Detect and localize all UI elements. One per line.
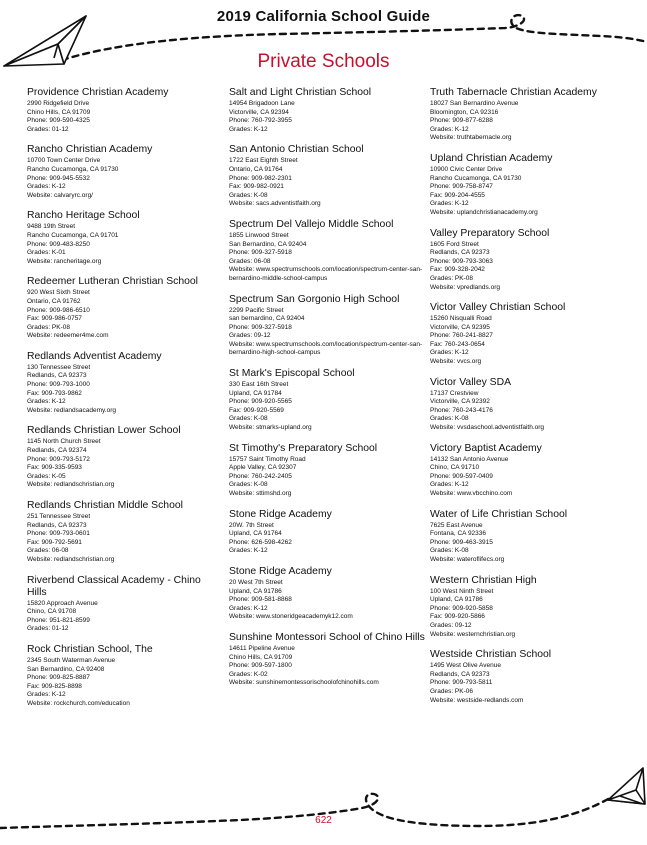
- school-entry: [27, 351, 223, 416]
- school-detail: Website: www.vbcchino.com: [430, 490, 513, 497]
- school-name: Sunshine Montessori School of Chino Hills: [229, 631, 425, 643]
- school-detail: 14611 Pipeline Avenue: [229, 644, 295, 652]
- paper-plane-icon: [608, 768, 645, 804]
- school-entry: [27, 144, 223, 200]
- school-detail: Website: sttimshd.org: [229, 490, 292, 497]
- school-detail: Ontario, CA 91762: [27, 297, 81, 305]
- school-detail: Website: vvsdaschool.adventistfaith.org: [430, 424, 545, 432]
- school-detail: Website: westernchristian.org: [430, 630, 516, 638]
- school-name: Redlands Christian Middle School: [27, 500, 183, 511]
- school-entry: [27, 500, 223, 565]
- school-entry: [229, 632, 425, 688]
- school-entry: [229, 443, 425, 499]
- school-detail: 2299 Pacific Street: [229, 306, 284, 314]
- school-detail: Website: stmarks-upland.org: [229, 424, 312, 432]
- school-detail: Phone: 909-758-8747: [430, 183, 493, 191]
- school-entry: [430, 649, 626, 705]
- school-detail: Phone: 909-483-8250: [27, 240, 90, 248]
- school-detail: Chino, CA 91708: [27, 608, 77, 616]
- school-name: Rancho Christian Academy: [27, 144, 153, 156]
- section-title: Private Schools: [257, 51, 390, 72]
- school-detail: Fax: 760-243-0654: [430, 340, 485, 348]
- school-detail: Website: www.spectrumschools.com/location/spectrum-center-san-bernardino-middle-school-campus: [229, 266, 423, 282]
- school-name: Stone Ridge Academy: [229, 565, 332, 577]
- school-detail: 9488 19th Street: [27, 223, 76, 231]
- school-detail: Redlands, CA 92373: [27, 521, 87, 529]
- school-detail: 920 West Sixth Street: [27, 289, 90, 297]
- school-detail: Grades: K-12: [430, 349, 469, 357]
- school-detail: Website: westside-redlands.com: [430, 696, 524, 704]
- school-detail: 10900 Civic Center Drive: [430, 165, 503, 173]
- school-detail: Grades: 09-12: [229, 332, 271, 340]
- school-detail: Grades: K-05: [27, 472, 66, 480]
- school-entry: [229, 219, 425, 284]
- school-name: Redlands Christian Lower School: [27, 425, 181, 437]
- school-entry: [430, 153, 626, 218]
- school-entry: [27, 276, 223, 341]
- school-detail: Chino, CA 91710: [430, 464, 480, 472]
- school-entry: [27, 575, 223, 634]
- school-detail: Grades: 01-12: [27, 125, 69, 133]
- school-name: Spectrum San Gorgonio High School: [229, 293, 400, 305]
- school-detail: Phone: 909-327-5918: [229, 249, 292, 257]
- school-name: Stone Ridge Academy: [229, 508, 332, 520]
- school-name: Rock Christian School, The: [27, 643, 153, 655]
- school-entry: [430, 302, 626, 367]
- school-detail: Grades: K-12: [27, 398, 66, 406]
- school-column-1: [27, 87, 223, 719]
- school-detail: Phone: 760-792-3955: [229, 117, 292, 125]
- school-name: Water of Life Christian School: [430, 508, 568, 520]
- school-detail: Grades: PK-06: [430, 687, 473, 695]
- school-detail: Fax: 909-204-4555: [430, 191, 485, 199]
- school-detail: Bloomington, CA 92316: [430, 108, 499, 116]
- school-detail: Grades: K-01: [27, 249, 66, 257]
- school-detail: Grades: K-08: [229, 191, 268, 199]
- school-detail: Grades: PK-08: [430, 274, 473, 282]
- school-detail: 1605 Ford Street: [430, 240, 479, 248]
- school-name: Westside Christian School: [430, 649, 552, 661]
- school-detail: San Bernardino, CA 92408: [27, 665, 105, 673]
- school-name: Rancho Heritage School: [27, 210, 140, 222]
- school-detail: Grades: K-08: [229, 415, 268, 423]
- school-detail: Phone: 909-986-6510: [27, 306, 90, 314]
- school-detail: 1855 Linwood Street: [229, 231, 289, 239]
- school-name: Redlands Adventist Academy: [27, 350, 162, 362]
- school-detail: Grades: K-12: [229, 604, 268, 612]
- school-detail: Website: sunshinemontessorischoolofchinohills.com: [229, 679, 379, 687]
- school-detail: 2345 South Waterman Avenue: [27, 656, 116, 664]
- school-name: St Timothy's Preparatory School: [229, 442, 378, 454]
- school-detail: 15820 Approach Avenue: [27, 599, 98, 607]
- school-entry: [229, 566, 425, 622]
- school-detail: Upland, CA 91764: [229, 530, 282, 538]
- school-detail: Phone: 909-920-5565: [229, 398, 292, 406]
- school-detail: Phone: 760-241-8827: [430, 332, 493, 340]
- school-detail: Grades: K-12: [27, 183, 66, 191]
- school-entry: [430, 443, 626, 499]
- school-detail: Phone: 909-793-1000: [27, 381, 90, 389]
- school-entry: [430, 377, 626, 433]
- school-detail: Fax: 909-825-8898: [27, 682, 82, 690]
- school-detail: 10700 Town Center Drive: [27, 157, 101, 165]
- school-detail: Website: redlandschristian.org: [27, 481, 115, 489]
- school-detail: Website: www.spectrumschools.com/location/spectrum-center-san-bernardino-high-school-campus: [229, 340, 423, 357]
- school-entry: [430, 575, 626, 640]
- school-detail: Redlands, CA 92374: [27, 447, 87, 455]
- school-detail: San Bernardino, CA 92404: [229, 240, 307, 248]
- school-name: St Mark's Episcopal School: [229, 368, 355, 380]
- school-detail: Phone: 909-920-5858: [430, 604, 493, 612]
- school-detail: Fax: 909-920-5569: [229, 406, 284, 414]
- school-detail: Grades: K-12: [229, 547, 268, 555]
- school-name: Valley Preparatory School: [430, 227, 550, 239]
- school-detail: 7625 East Avenue: [430, 521, 483, 529]
- school-detail: Website: redlandschristian.org: [27, 555, 115, 563]
- school-detail: Phone: 909-793-3063: [430, 257, 493, 265]
- school-detail: 251 Tennessee Street: [27, 513, 91, 520]
- school-detail: Victorville, CA 92392: [430, 398, 490, 406]
- school-entry: [430, 509, 626, 565]
- school-name: Redeemer Lutheran Christian School: [27, 276, 198, 288]
- school-detail: Website: rancheritage.org: [27, 257, 102, 265]
- school-detail: Grades: K-02: [229, 670, 268, 678]
- school-detail: Phone: 760-243-4176: [430, 406, 493, 414]
- school-detail: 1145 North Church Street: [27, 438, 101, 446]
- school-detail: Rancho Cucamonga, CA 91730: [430, 174, 522, 182]
- school-entry: [229, 87, 425, 134]
- school-detail: Grades: 09-12: [430, 621, 472, 629]
- school-name: Salt and Light Christian School: [229, 87, 372, 98]
- school-name: Victor Valley SDA: [430, 376, 512, 388]
- school-detail: 15757 Saint Timothy Road: [229, 455, 306, 463]
- school-name: Upland Christian Academy: [430, 152, 553, 164]
- school-detail: Phone: 760-242-2405: [229, 472, 292, 480]
- school-detail: san bernardino, CA 92404: [229, 315, 305, 323]
- school-detail: Website: truthtabernacle.org: [430, 134, 512, 142]
- school-detail: Website: sacs.adventistfaith.org: [229, 200, 321, 208]
- school-detail: 2990 Ridgefield Drive: [27, 100, 90, 107]
- school-detail: Victorville, CA 92394: [229, 108, 289, 116]
- school-entry: [27, 87, 223, 134]
- school-detail: Fax: 909-986-0757: [27, 315, 82, 323]
- school-column-2: [229, 87, 425, 698]
- guide-title: 2019 California School Guide: [216, 8, 431, 25]
- school-entry: [229, 294, 425, 359]
- school-detail: Website: vvcs.org: [430, 358, 482, 366]
- school-detail: Phone: 909-590-4325: [27, 117, 90, 125]
- school-detail: Redlands, CA 92373: [27, 372, 87, 380]
- school-detail: Grades: PK-08: [27, 323, 70, 331]
- page-number: 622: [315, 815, 332, 826]
- school-detail: Phone: 909-825-8887: [27, 674, 90, 682]
- school-detail: 20 West 7th Street: [229, 578, 283, 586]
- school-detail: Website: redeemer4me.com: [27, 332, 109, 340]
- school-detail: Fax: 909-982-0921: [229, 183, 284, 191]
- school-detail: 15260 Nisqualli Road: [430, 315, 492, 323]
- school-name: Victory Baptist Academy: [430, 442, 542, 454]
- school-detail: Fax: 909-328-2042: [430, 266, 485, 274]
- school-detail: Grades: K-08: [430, 547, 469, 555]
- school-detail: Website: redlandsacademy.org: [27, 406, 117, 414]
- school-detail: Victorville, CA 92395: [430, 323, 490, 331]
- school-detail: Chino Hills, CA 91709: [27, 108, 91, 116]
- school-detail: Upland, CA 91786: [430, 596, 483, 604]
- school-detail: Phone: 909-877-6288: [430, 117, 493, 125]
- school-detail: Phone: 626-598-4262: [229, 538, 292, 546]
- school-detail: Phone: 909-793-5172: [27, 455, 90, 463]
- school-entry: [229, 368, 425, 433]
- school-entry: [430, 87, 626, 143]
- school-detail: Grades: 06-08: [27, 547, 69, 555]
- school-detail: Website: wateroflifecs.org: [430, 555, 505, 563]
- school-detail: Phone: 909-945-5532: [27, 174, 90, 182]
- school-detail: Ontario, CA 91764: [229, 165, 283, 173]
- school-detail: Redlands, CA 92373: [430, 249, 490, 257]
- school-detail: Grades: K-12: [430, 481, 469, 489]
- school-detail: Phone: 909-982-2301: [229, 174, 292, 182]
- school-detail: Rancho Cucamonga, CA 91730: [27, 165, 119, 173]
- school-detail: 20W. 7th Street: [229, 521, 274, 529]
- school-detail: Grades: K-12: [430, 125, 469, 133]
- school-detail: Phone: 951-821-8599: [27, 616, 90, 624]
- school-detail: Website: vpredlands.org: [430, 283, 500, 291]
- school-detail: Phone: 909-597-1800: [229, 662, 292, 670]
- school-detail: Grades: 01-12: [27, 625, 69, 633]
- school-name: Spectrum Del Vallejo Middle School: [229, 218, 394, 230]
- school-detail: Apple Valley, CA 92307: [229, 464, 297, 472]
- school-detail: Website: www.stoneridgeacademyk12.com: [229, 613, 353, 621]
- school-detail: Grades: K-08: [430, 415, 469, 423]
- school-entry: [430, 228, 626, 293]
- school-detail: Grades: K-12: [27, 691, 66, 699]
- school-detail: Rancho Cucamonga, CA 91701: [27, 231, 119, 239]
- school-detail: Upland, CA 91784: [229, 389, 282, 397]
- school-name: Victor Valley Christian School: [430, 302, 566, 314]
- school-detail: Fontana, CA 92336: [430, 530, 487, 538]
- school-entry: [229, 509, 425, 556]
- school-detail: 14954 Brigadoon Lane: [229, 100, 295, 107]
- school-column-3: [430, 87, 626, 715]
- school-detail: Grades: K-12: [229, 125, 268, 133]
- school-name: San Antonio Christian School: [229, 144, 364, 156]
- school-detail: Fax: 909-793-9862: [27, 389, 82, 397]
- school-detail: 17137 Crestview: [430, 389, 479, 397]
- school-detail: 100 West Ninth Street: [430, 587, 494, 595]
- school-detail: 1722 East Eighth Street: [229, 157, 298, 165]
- school-detail: 14132 San Antonio Avenue: [430, 455, 509, 463]
- school-name: Western Christian High: [430, 574, 537, 586]
- school-name: Riverbend Classical Academy - Chino Hills: [27, 574, 201, 598]
- school-detail: Fax: 909-335-9593: [27, 464, 82, 472]
- school-detail: Phone: 909-463-3915: [430, 538, 493, 546]
- school-detail: Phone: 909-793-0601: [27, 530, 90, 538]
- school-detail: 18027 San Bernardino Avenue: [430, 100, 519, 107]
- school-detail: Chino Hills, CA 91709: [229, 653, 293, 661]
- school-detail: Phone: 909-793-5811: [430, 679, 493, 687]
- school-detail: Grades: K-12: [430, 200, 469, 208]
- school-detail: Website: calvaryrc.org/: [27, 191, 93, 199]
- school-detail: Phone: 909-327-5918: [229, 323, 292, 331]
- school-detail: Grades: K-08: [229, 481, 268, 489]
- school-detail: 330 East 16th Street: [229, 381, 289, 389]
- school-detail: Website: uplandchristianacademy.org: [430, 208, 538, 216]
- school-detail: 130 Tennessee Street: [27, 363, 91, 371]
- school-entry: [27, 210, 223, 266]
- school-detail: Fax: 909-920-5866: [430, 613, 485, 621]
- school-detail: 1495 West Olive Avenue: [430, 662, 501, 670]
- school-name: Providence Christian Academy: [27, 87, 169, 98]
- school-detail: Phone: 909-581-8868: [229, 596, 292, 604]
- school-detail: Website: rockchurch.com/education: [27, 699, 130, 707]
- school-entry: [229, 144, 425, 209]
- school-entry: [27, 644, 223, 709]
- school-detail: Redlands, CA 92373: [430, 670, 490, 678]
- school-detail: Upland, CA 91786: [229, 587, 282, 595]
- school-detail: Grades: 06-08: [229, 257, 271, 265]
- school-name: Truth Tabernacle Christian Academy: [430, 87, 597, 98]
- school-detail: Fax: 909-792-5691: [27, 538, 82, 546]
- school-entry: [27, 425, 223, 490]
- school-detail: Phone: 909-597-0409: [430, 472, 493, 480]
